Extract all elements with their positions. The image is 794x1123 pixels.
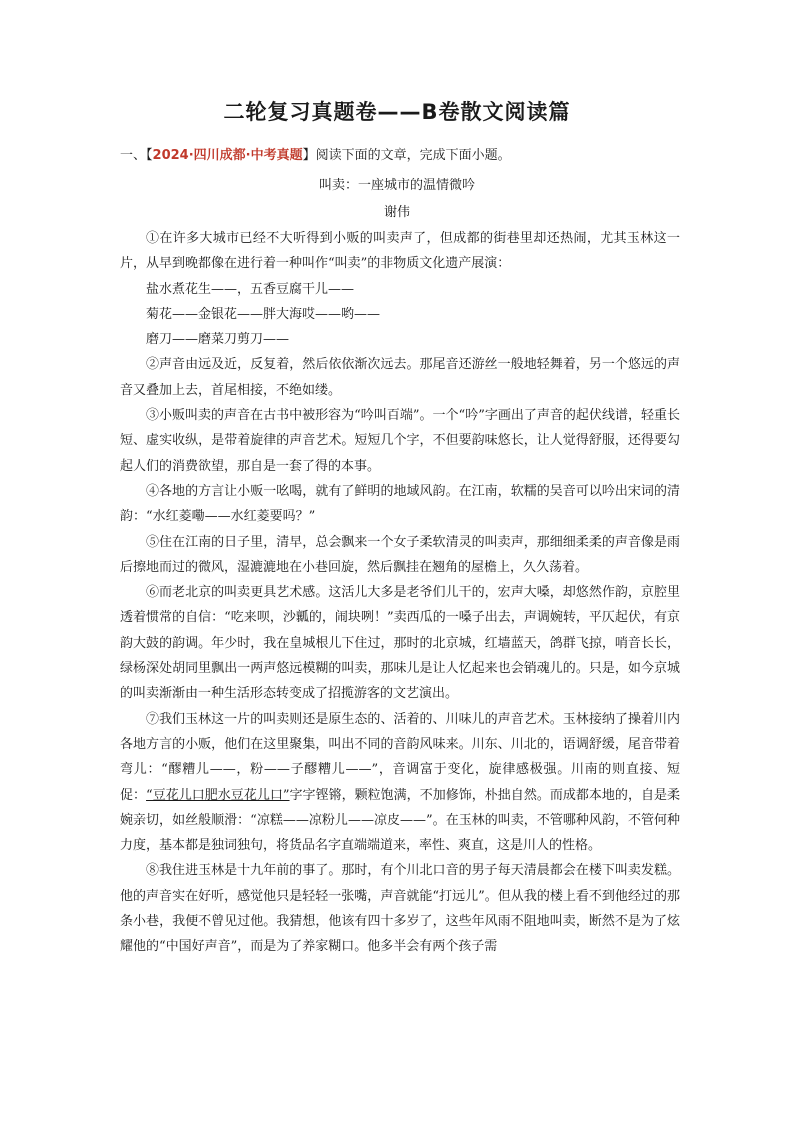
question-instruction: 阅读下面的文章，完成下面小题。 [315, 148, 511, 163]
street-cry-line-2: 菊花——金银花——胖大海哎——哟—— [146, 306, 381, 322]
question-header [120, 144, 680, 163]
passage-body [120, 226, 680, 960]
street-cry-line-1: 盐水煮花生——，五香豆腐干儿—— [146, 281, 355, 297]
passage-title: 叫卖：一座城市的温情微吟 [318, 178, 475, 193]
paragraph-3: ③小贩叫卖的声音在古书中被形容为“吟叫百端”。一个“吟”字画出了声音的起伏线谱，轻重长短、虚实收纵，是带着旋律的声音艺术。短短几个字，不但要韵味悠长，让人觉得舒服，还得要勾起人们的消费欲望，那自是一套了得的本事。 [120, 408, 680, 474]
question-number: 一、 [120, 148, 147, 163]
question-source: 2024·四川成都·中考真题 [152, 148, 303, 163]
bracket-open: 【 [146, 148, 153, 163]
paragraph-7 [120, 707, 680, 859]
paragraph-7-part-2: 字字铿锵，颗粒饱满，不加修饰，朴拙自然。而成都本地的，自是柔婉亲切，如丝般顺滑：“凉糕——凉粉儿——凉皮——”。在玉林的叫卖，不管哪种风韵，不管何种力度，基本都是独词独句，将货品名字直端端道来，率性、爽直，这是川人的性格。 [120, 787, 680, 854]
document-title: 二轮复习真题卷——B卷散文阅读篇 [223, 100, 571, 124]
paragraph-6: ⑥而老北京的叫卖更具艺术感。这活儿大多是老爷们儿干的，宏声大嗓，却悠然作韵，京腔里透着惯常的自信：“吃来呗，沙瓤的，闹块咧！”卖西瓜的一嗓子出去，声调婉转，平仄起伏，有京韵大鼓的韵调。年少时，我在皇城根儿下住过，那时的北京城，红墙蓝天，鸽群飞掠，哨音长长，绿杨深处胡同里飘出一两声悠远模糊的叫卖，那味儿是让人忆起来也会销魂儿的。只是，如今京城的叫卖渐渐由一种生活形态转变成了招揽游客的文艺演出。 [120, 585, 680, 702]
paragraph-8: ⑧我住进玉林是十九年前的事了。那时，有个川北口音的男子每天清晨都会在楼下叫卖发糕。他的声音实在好听，感觉他只是轻轻一张嘴，声音就能“打远儿”。但从我的楼上看不到他经过的那条小巷，我便不曾见过他。我猜想，他该有四十多岁了，这些年风雨不阻地叫卖，断然不是为了炫耀他的“中国好声音”，而是为了养家糊口。他多半会有两个孩子需 [120, 863, 680, 955]
street-cry-line-3: 磨刀——磨菜刀剪刀—— [146, 332, 290, 348]
passage-author: 谢伟 [383, 205, 410, 220]
paragraph-4: ④各地的方言让小贩一吆喝，就有了鲜明的地域风韵。在江南，软糯的吴音可以吟出宋词的清韵：“水红菱嘞——水红菱要吗？” [120, 483, 680, 525]
bracket-close: 】 [302, 148, 316, 163]
paragraph-2: ②声音由远及近，反复着，然后依依渐次远去。那尾音还游丝一般地轻舞着，另一个悠远的声音又叠加上去，首尾相接，不绝如缕。 [120, 357, 680, 398]
underlined-quote: “豆花儿口肥水豆花儿口” [146, 787, 290, 803]
paragraph-7-part-1: ⑦我们玉林这一片的叫卖则还是原生态的、活着的、川味儿的声音艺术。玉林接纳了操着川内各地方言的小贩，他们在这里聚集，叫出不同的音韵风味来。川东、川北的，语调舒缓，尾音带着弯儿：“醪糟儿——，粉——子醪糟儿——”，音调富于变化，旋律感极强。川南的则直接、短促： [120, 711, 680, 803]
paragraph-1: ①在许多大城市已经不大听得到小贩的叫卖声了，但成都的街巷里却还热闹，尤其玉林这一片，从早到晚都像在进行着一种叫作“叫卖”的非物质文化遗产展演： [120, 231, 680, 272]
paragraph-5: ⑤住在江南的日子里，清早，总会飘来一个女子柔软清灵的叫卖声，那细细柔柔的声音像是雨后擦地而过的微风，湿漉漉地在小巷回旋，然后飘挂在翘角的屋檐上，久久荡着。 [120, 534, 680, 575]
